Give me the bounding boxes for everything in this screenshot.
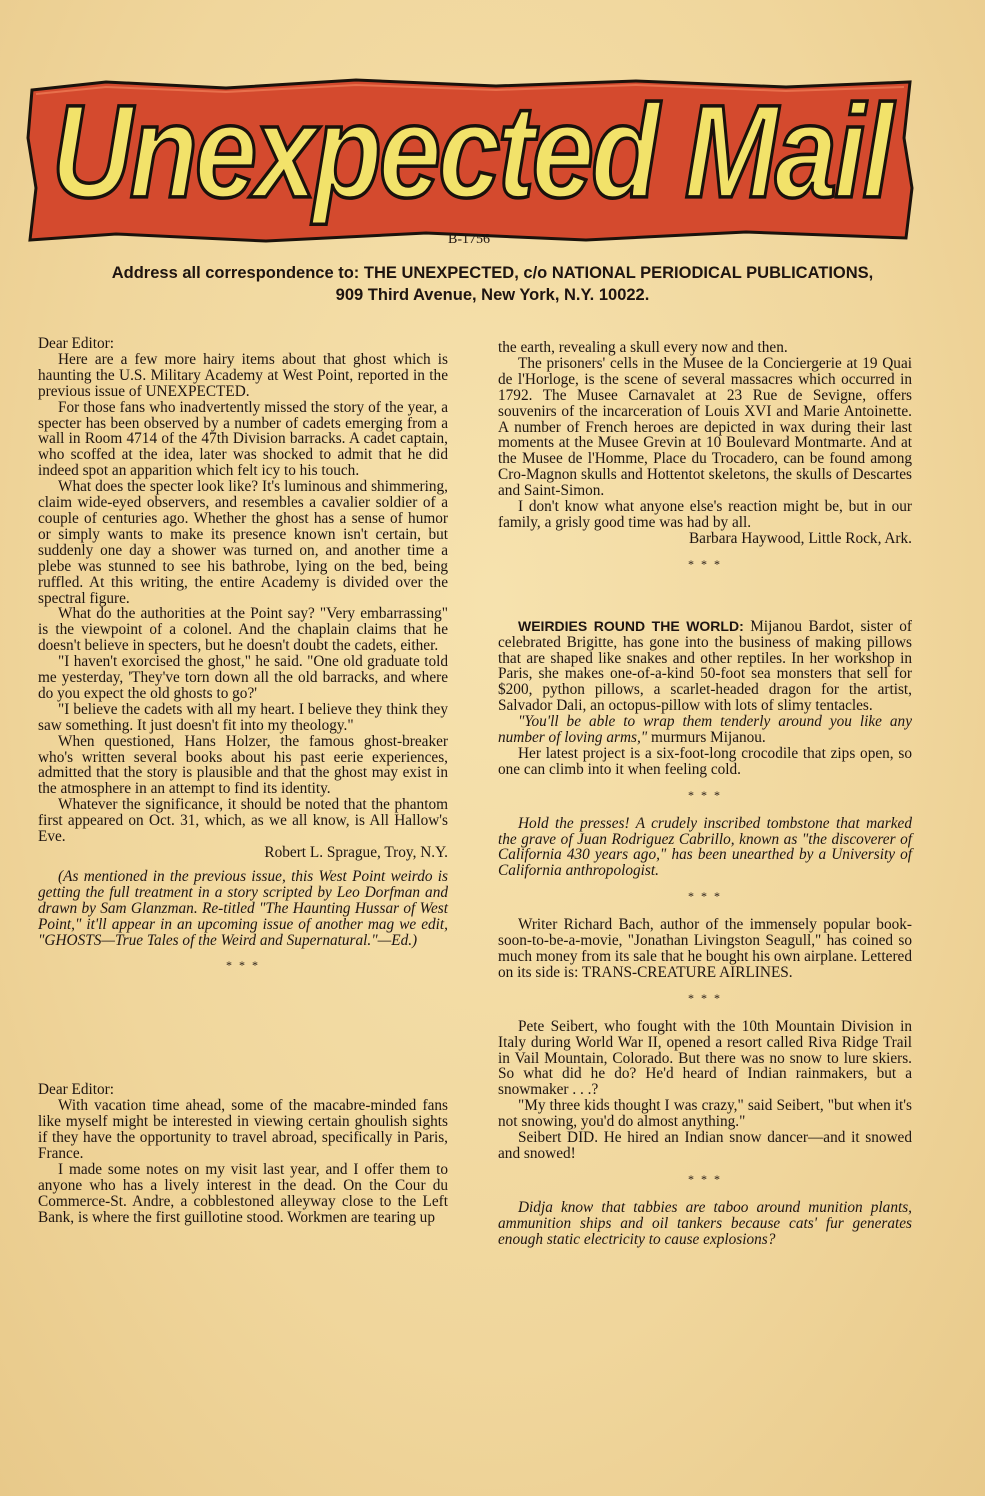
letter1-paragraph: "I haven't exorcised the ghost," he said. "One old graduate told me yesterday, 'They've torn down all the old barracks, and where do you expect the old ghosts to go?' (38, 653, 448, 702)
left-column (38, 336, 448, 1226)
seibert-paragraph: "My three kids thought I was crazy," said Seibert, "but when it's not snowing, you'd do almost anything." (498, 1097, 912, 1131)
weirdies-text: Mijanou Bardot, sister of celebrated Brigitte, has gone into the business of making pillows that are shaped like snakes and other reptiles. In her workshop in Paris, she makes one-of-a-kind 50-foot sea monsters that sell for $200, python pillows, a scarlet-headed dragon for the artist, Salvador Dali, an octopus-pillow with lots of slimy tentacles. (498, 617, 912, 715)
tabbies-item: Didja know that tabbies are taboo around munition plants, ammunition ships and oil tankers because cats' fur generates enough static electricity to cause explosions? (498, 1198, 912, 1248)
separator-stars: * * * (688, 787, 722, 802)
weirdies-heading: WEIRDIES ROUND THE WORLD: (518, 617, 744, 634)
seibert-paragraph: Seibert DID. He hired an Indian snow dancer—and it snowed and snowed! (498, 1129, 912, 1162)
letter1-signature: Robert L. Sprague, Troy, N.Y. (264, 844, 448, 861)
issue-code: B-1756 (448, 232, 490, 247)
address-line-2: 909 Third Avenue, New York, N.Y. 10022. (335, 286, 650, 304)
editor-note: (As mentioned in the previous issue, this West Point weirdo is getting the full treatment in a story scripted by Leo Dorfman and drawn by Sam Glanzman. Re-titled "The Haunting Hussar of West Point," it'll appear in an upcoming issue of another mag we edit, "GHOSTS—True Tales of the Weird and Supernatural."—Ed.) (38, 867, 448, 949)
weirdies-quote-attribution: murmurs Mijanou. (651, 729, 766, 747)
weirdies-paragraph (498, 619, 912, 714)
separator-stars: * * * (688, 556, 722, 571)
letter2-paragraph: The prisoners' cells in the Musee de la Conciergerie at 19 Quai de l'Horloge, is the scene of several massacres which occurred in 1792. The Musee Carnavalet at 23 Rue de Sevigne, offers souvenirs of the incarceration of Louis XVI and Marie Antoinette. A number of French heroes are depicted in wax during their last moments at the Musee Grevin at 10 Boulevard Montmarte. And at the Musee de l'Homme, Place du Trocadero, can be found among Cro-Magnon skulls and Hottentot skeletons, the skulls of Descartes and Saint-Simon. (498, 354, 912, 500)
letter2-paragraph: With vacation time ahead, some of the macabre-minded fans like myself might be interested in viewing certain ghoulish sights if they have the opportunity to travel abroad, specifically in Paris, France. (38, 1097, 448, 1162)
separator-stars: * * * (688, 990, 722, 1005)
letter2-signature: Barbara Haywood, Little Rock, Ark. (688, 529, 912, 547)
letter1-paragraph: Here are a few more hairy items about that ghost which is haunting the U.S. Military Academy at West Point, reported in the previous issue of UNEXPECTED. (38, 350, 448, 400)
weirdies-quote-text: "You'll be able to wrap them tenderly around you like any number of loving arms," (498, 713, 912, 747)
title-banner (26, 78, 916, 244)
seibert-paragraph: Pete Seibert, who fought with the 10th Mountain Division in Italy during World War II, opened a resort called Riva Ridge Trail in Vail Mountain, Colorado. But there was no snow to lure skiers. So what did he do? He'd heard of Indian rainmakers, but a snowmaker . . .? (498, 1017, 912, 1099)
weirdies-paragraph: Her latest project is a six-foot-long crocodile that zips open, so one can climb into it when feeling cold. (498, 744, 912, 778)
address-block (40, 262, 945, 306)
page-title: Unexpected Mail (51, 77, 891, 226)
letter2-salutation: Dear Editor: (38, 1081, 115, 1099)
letter1-salutation: Dear Editor: (38, 335, 115, 352)
letter1-paragraph: What does the specter look like? It's luminous and shimmering, claim wide-eyed observers, and resembles a cavalier soldier of a couple of centuries ago. Whether the ghost has a sense of humor or simply wants to make its presence known isn't certain, but suddenly one day a shower was turned on, and another time a plebe was stunned to see his bathrobe, lying on the bed, being ruffled. At this writing, the entire Academy is divided over the spectral figure. (38, 478, 448, 607)
letter1-paragraph: What do the authorities at the Point say? "Very embarrassing" is the viewpoint of a colonel. And the chaplain claims that he doesn't believe in specters, but he doesn't doubt the cadets, either. (38, 605, 448, 655)
right-column (498, 340, 912, 1248)
letter1-paragraph: For those fans who inadvertently missed the story of the year, a specter has been observed by a number of cadets emerging from a wall in Room 4714 of the 47th Division barracks. A cadet captain, who scoffed at the idea, later was shocked to admit that he did indeed spot an apparition which felt icy to his touch. (38, 398, 448, 480)
weirdies-quote (498, 714, 912, 746)
address-line-1: Address all correspondence to: THE UNEXPECTED, c/o NATIONAL PERIODICAL PUBLICATIONS, (111, 264, 874, 282)
separator-stars: * * * (688, 1171, 722, 1186)
letter2-continued: the earth, revealing a skull every now and then. (498, 339, 788, 356)
letter2-paragraph: I don't know what anyone else's reaction might be, but in our family, a grisly good time was had by all. (498, 498, 912, 531)
tombstone-item: Hold the presses! A crudely inscribed tombstone that marked the grave of Juan Rodriguez Cabrillo, known as "the discoverer of California 430 years ago," has been unearthed by a University of California anthropologist. (498, 814, 912, 880)
bach-item: Writer Richard Bach, author of the immensely popular book-soon-to-be-a-movie, "Jonathan Livingston Seagull," has coined so much money from its sale that he bought his own airplane. Lettered on its side is: TRANS-CREATURE AIRLINES. (498, 916, 912, 981)
letter2-paragraph: I made some notes on my visit last year, and I offer them to anyone who has a lively interest in the dead. On the Cour du Commerce-St. Andre, a cobblestoned alleyway close to the Left Bank, is where the first guillotine stood. Workmen are tearing up (38, 1160, 448, 1226)
separator-stars: * * * (688, 889, 722, 904)
letter1-paragraph: Whatever the significance, it should be noted that the phantom first appeared on Oct. 31, which, as we all know, is All Hallow's Eve. (38, 796, 448, 846)
letter1-paragraph: "I believe the cadets with all my heart. I believe they think they saw something. It just doesn't fit into my theology." (38, 700, 448, 734)
separator-stars: * * * (226, 958, 260, 973)
letter1-paragraph: When questioned, Hans Holzer, the famous ghost-breaker who's written several books about his past eerie experiences, admitted that the story is plausible and that the ghost may exist in the atmosphere in an attempt to find its identity. (38, 732, 448, 798)
